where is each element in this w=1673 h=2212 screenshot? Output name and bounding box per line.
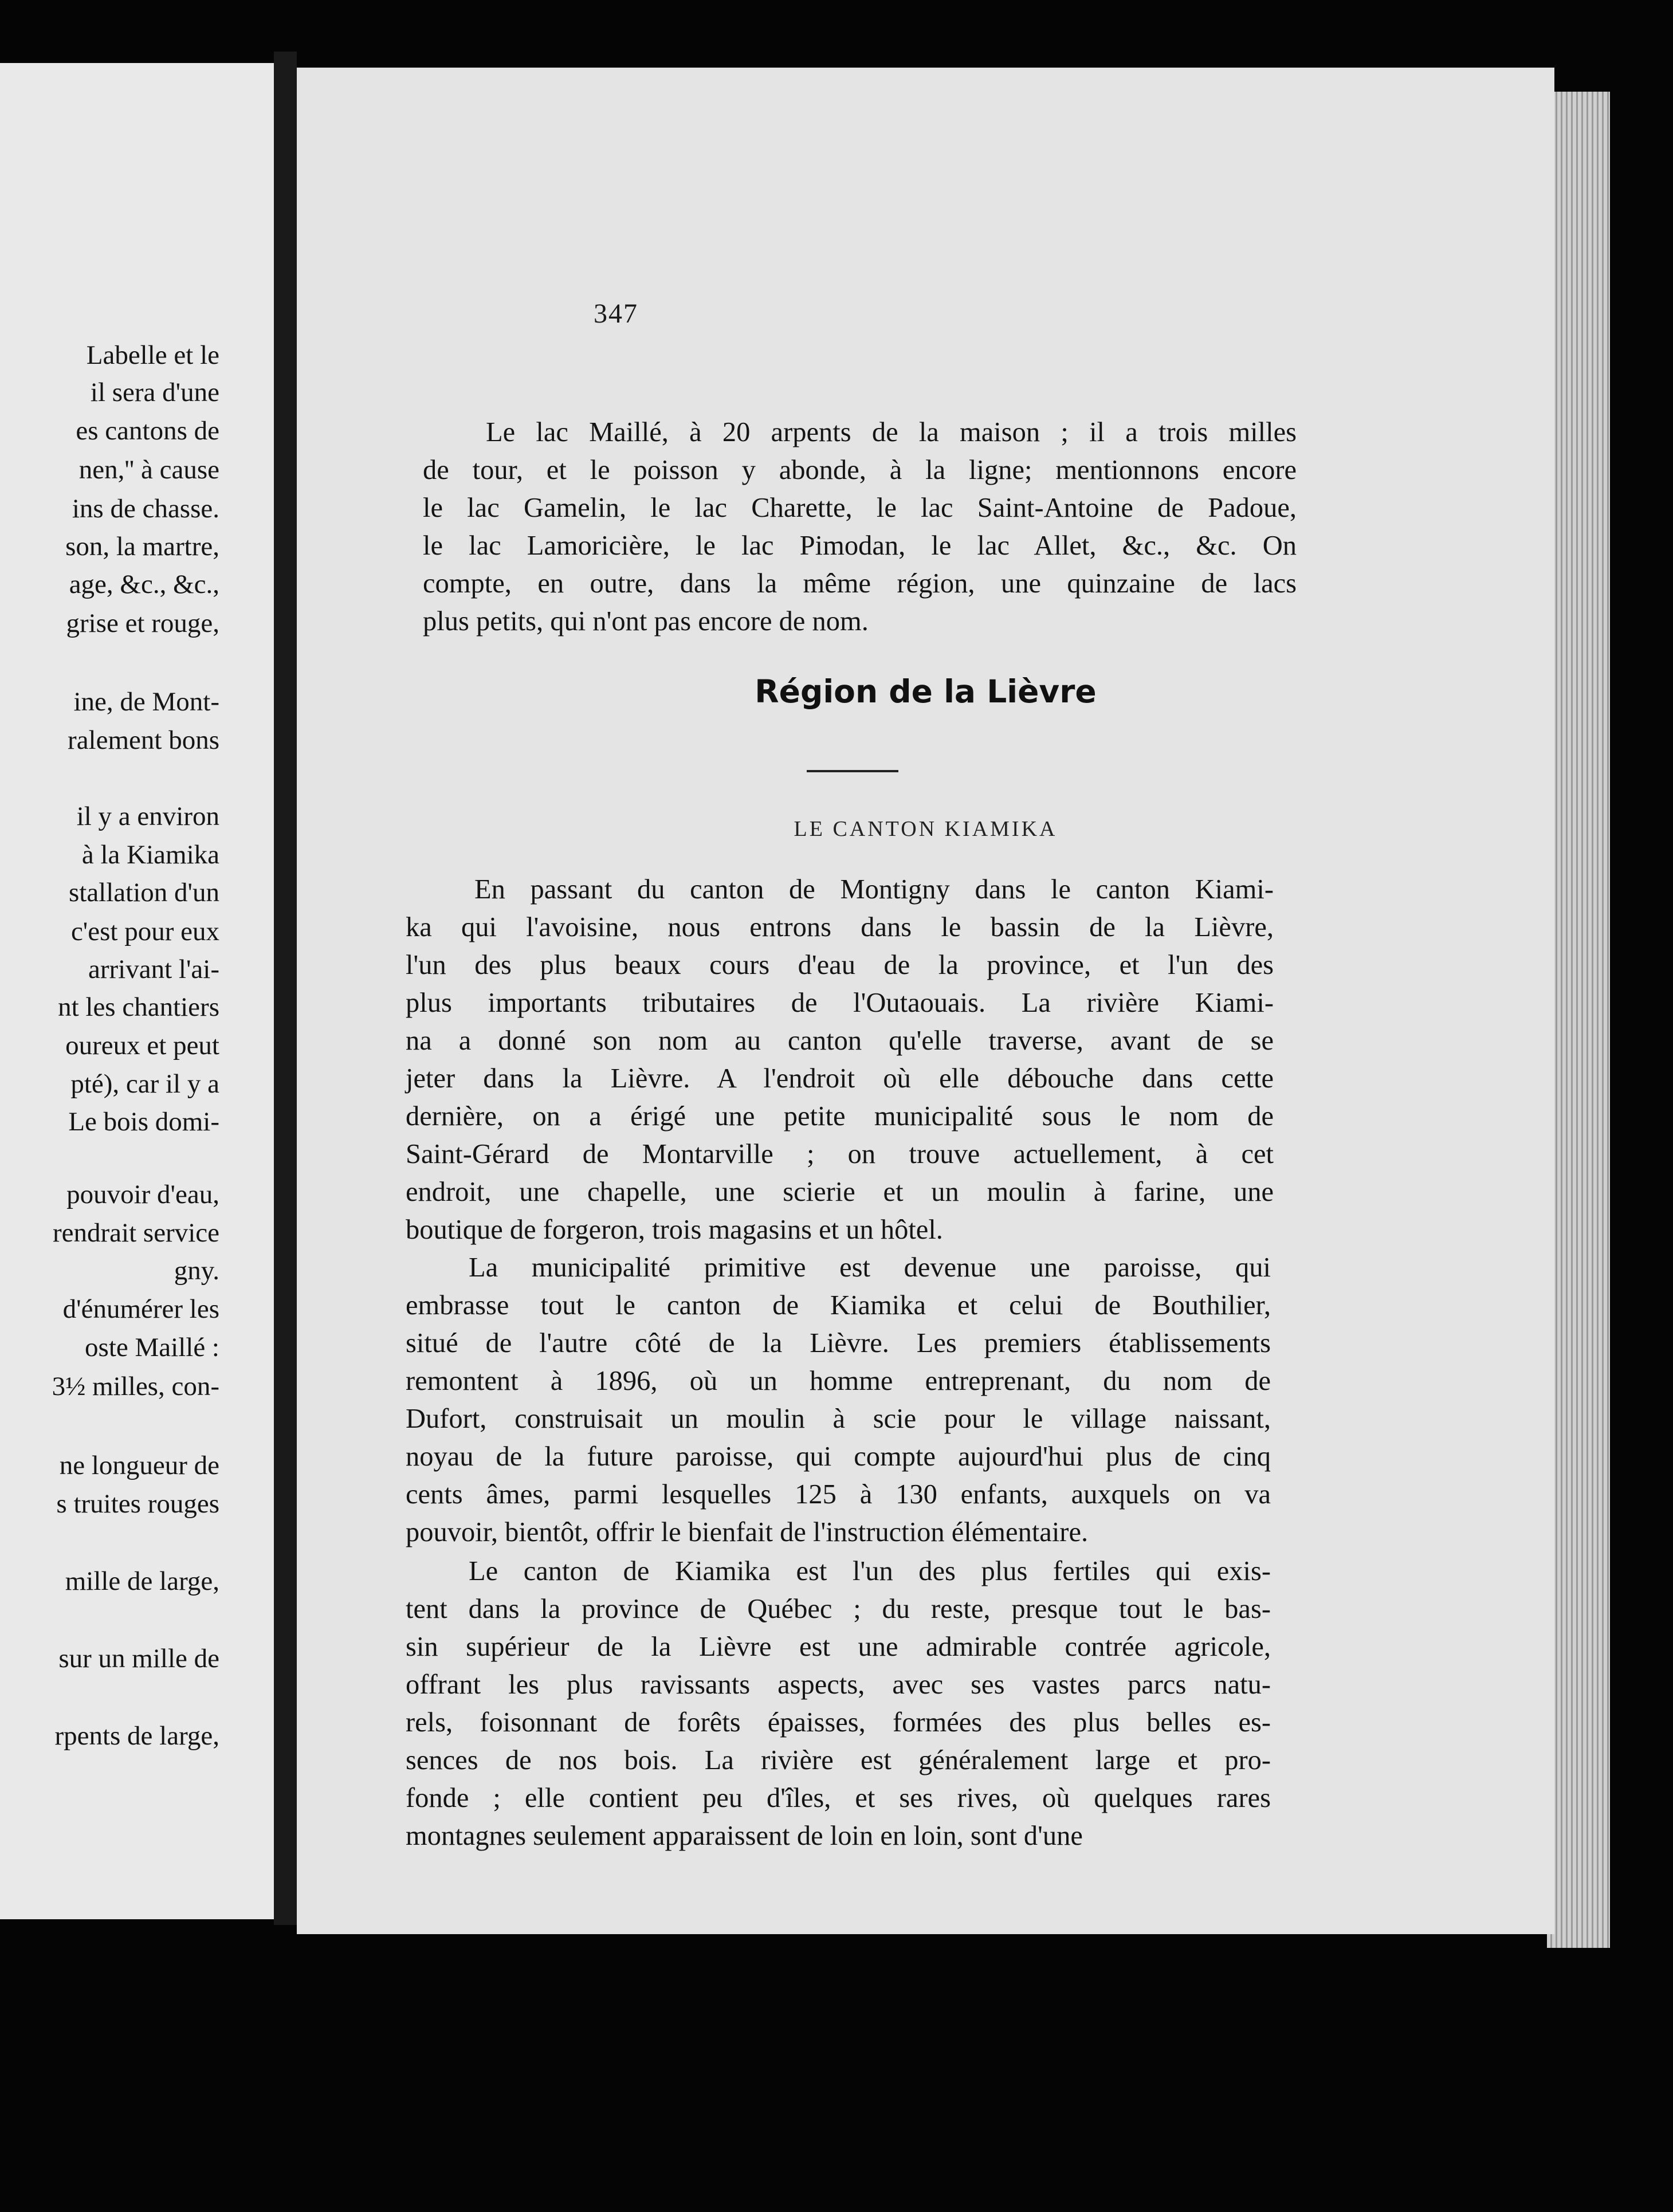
previous-page-line: c'est pour eux [70,917,219,946]
previous-page-line: age, &c., &c., [69,569,219,599]
paragraph-3 [406,1553,1271,1855]
text-line: l'un des plus beaux cours d'eau de la province, et l'un des [406,950,1274,980]
text-line: En passant du canton de Montigny dans le canton Kiami- [474,874,1274,905]
previous-page-line: oureux et peut [65,1031,219,1060]
previous-page-line: Labelle et le [86,340,219,370]
text-line: La municipalité primitive est devenue une paroisse, qui [469,1252,1271,1283]
previous-page-line: Le bois domi- [68,1107,219,1137]
text-line: de tour, et le poisson y abonde, à la ligne; mentionnons encore [423,455,1297,485]
text-line: le lac Gamelin, le lac Charette, le lac Saint-Antoine de Padoue, [423,493,1297,523]
previous-page-line: nt les chantiers [58,992,219,1022]
previous-page-line: stallation d'un [68,878,219,907]
text-line: plus petits, qui n'ont pas encore de nom. [423,606,869,637]
previous-page-line: à la Kiamika [81,840,219,870]
title-rule [807,770,898,772]
previous-page-line: es cantons de [76,416,219,446]
previous-page-line: mille de large, [65,1566,219,1596]
text-line: Dufort, construisait un moulin à scie pour le village naissant, [406,1404,1271,1434]
intro-paragraph [423,414,1297,641]
previous-page-line: rpents de large, [54,1721,219,1751]
text-line: compte, en outre, dans la même région, une quinzaine de lacs [423,568,1297,599]
text-line: Le lac Maillé, à 20 arpents de la maison ; il a trois milles [486,417,1297,447]
text-line: endroit, une chapelle, une scierie et un moulin à farine, une [406,1177,1274,1207]
text-line: situé de l'autre côté de la Lièvre. Les premiers établissements [406,1328,1271,1358]
text-line: jeter dans la Lièvre. A l'endroit où elle débouche dans cette [406,1063,1274,1094]
previous-page-line: il sera d'une [90,378,219,407]
paragraph-1 [406,871,1274,1249]
text-line: sin supérieur de la Lièvre est une admirable contrée agricole, [406,1632,1271,1662]
text-line: dernière, on a érigé une petite municipalité sous le nom de [406,1101,1274,1131]
previous-page-fragment [0,63,274,1919]
previous-page-line: gny. [174,1256,219,1286]
text-line: boutique de forgeron, trois magasins et un hôtel. [406,1215,943,1245]
previous-page-line: d'énumérer les [62,1294,219,1324]
text-line: Le canton de Kiamika est l'un des plus fertiles qui exis- [469,1556,1271,1586]
paragraph-2 [406,1249,1271,1551]
previous-page-line: pté), car il y a [70,1069,219,1099]
page-number: 347 [594,298,638,329]
previous-page-line: grise et rouge, [66,608,219,638]
text-line: montagnes seulement apparaissent de loin en loin, sont d'une [406,1821,1083,1851]
previous-page-line: ne longueur de [59,1451,219,1480]
text-line: noyau de la future paroisse, qui compte aujourd'hui plus de cinq [406,1441,1271,1472]
text-line: sences de nos bois. La rivière est généralement large et pro- [406,1745,1271,1775]
page-edges [1547,92,1610,1948]
previous-page-line: rendrait service [53,1218,219,1248]
book-gutter [274,52,297,1925]
previous-page-line: arrivant l'ai- [88,954,219,984]
text-line: embrasse tout le canton de Kiamika et celui de Bouthilier, [406,1290,1271,1321]
text-line: fonde ; elle contient peu d'îles, et ses rives, où quelques rares [406,1783,1271,1813]
text-line: na a donné son nom au canton qu'elle traverse, avant de se [406,1026,1274,1056]
previous-page-line: nen,'' à cause [78,455,219,485]
previous-page-line: 3½ milles, con- [52,1372,219,1401]
subheading: LE CANTON KIAMIKA [794,817,1058,841]
text-line: offrant les plus ravissants aspects, avec ses vastes parcs natu- [406,1669,1271,1700]
previous-page-line: il y a environ [76,801,219,831]
previous-page-line: ine, de Mont- [73,687,219,717]
previous-page-line: sur un mille de [58,1644,219,1673]
text-line: tent dans la province de Québec ; du reste, presque tout le bas- [406,1594,1271,1624]
text-line: remontent à 1896, où un homme entreprenant, du nom de [406,1366,1271,1396]
text-line: ka qui l'avoisine, nous entrons dans le bassin de la Lièvre, [406,912,1274,942]
text-line: plus importants tributaires de l'Outaouais. La rivière Kiami- [406,988,1274,1018]
text-line: le lac Lamoricière, le lac Pimodan, le lac Allet, &c., &c. On [423,531,1297,561]
previous-page-line: ins de chasse. [72,494,219,524]
previous-page-line: oste Maillé : [85,1333,219,1362]
text-line: Saint-Gérard de Montarville ; on trouve actuellement, à cet [406,1139,1274,1169]
previous-page-line: pouvoir d'eau, [66,1180,219,1209]
section-title: Région de la Lièvre [755,673,1097,710]
previous-page-line: son, la martre, [65,532,219,561]
previous-page-line: s truites rouges [56,1489,219,1519]
text-line: cents âmes, parmi lesquelles 125 à 130 enfants, auxquels on va [406,1479,1271,1510]
previous-page-line: ralement bons [68,725,219,755]
text-line: rels, foisonnant de forêts épaisses, formées des plus belles es- [406,1707,1271,1738]
text-line: pouvoir, bientôt, offrir le bienfait de l'instruction élémentaire. [406,1517,1089,1547]
